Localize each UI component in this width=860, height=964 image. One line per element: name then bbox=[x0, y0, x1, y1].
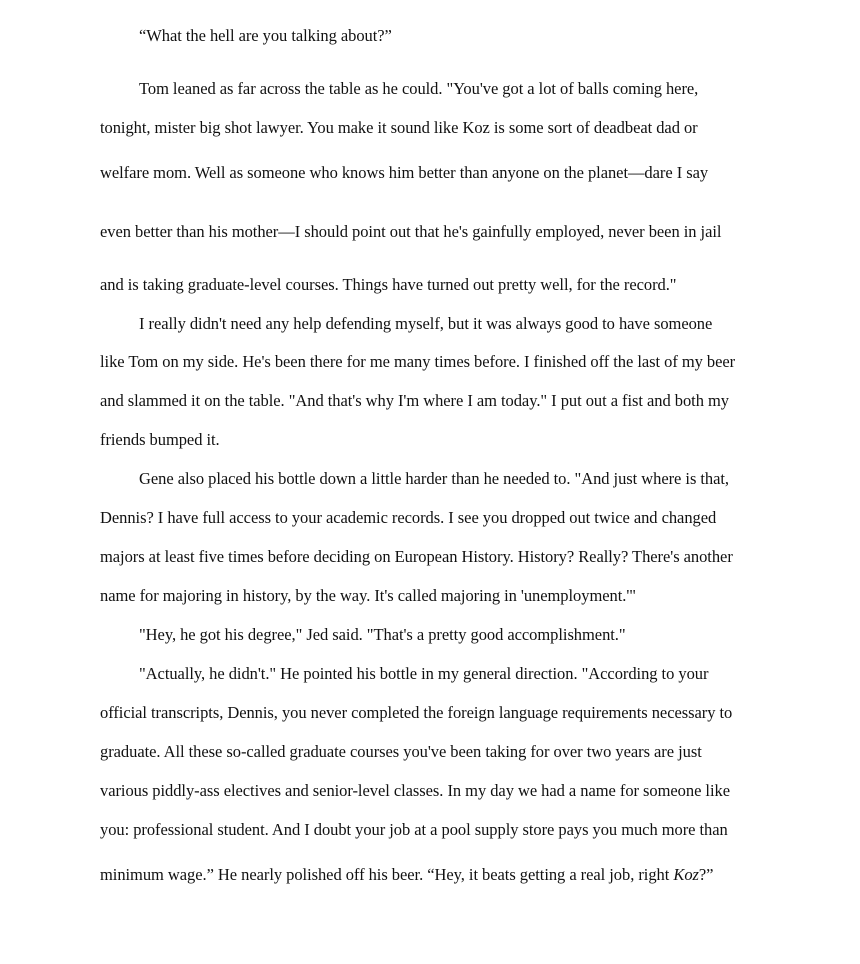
text-line-7: I really didn't need any help defending myself, but it was always good to have someone bbox=[139, 314, 713, 333]
text-line-5: even better than his mother—I should point out that he's gainfully employed, never been in jail bbox=[100, 222, 722, 241]
text-line-3: tonight, mister big shot lawyer. You make it sound like Koz is some sort of deadbeat dad or bbox=[100, 118, 698, 137]
text-line-4: welfare mom. Well as someone who knows him better than anyone on the planet—dare I say bbox=[100, 163, 709, 182]
text-line-21-end: ?” bbox=[698, 865, 714, 884]
text-line-8: like Tom on my side. He's been there for me many times before. I finished off the last of my beer bbox=[100, 352, 736, 371]
text-line-19: various piddly-ass electives and senior-level classes. In my day we had a name for someone like bbox=[100, 781, 730, 800]
text-line-16: "Actually, he didn't." He pointed his bottle in my general direction. "According to your bbox=[139, 664, 709, 683]
text-line-9: and slammed it on the table. "And that's why I'm where I am today." I put out a fist and both my bbox=[100, 391, 729, 410]
text-line-21-start: minimum wage.” He nearly polished off his beer. “Hey, it beats getting a real job, right bbox=[100, 865, 674, 884]
text-line-6: and is taking graduate-level courses. Things have turned out pretty well, for the record." bbox=[100, 275, 677, 294]
text-line-11: Gene also placed his bottle down a little harder than he needed to. "And just where is that, bbox=[139, 469, 730, 488]
text-line-15: "Hey, he got his degree," Jed said. "That's a pretty good accomplishment." bbox=[139, 625, 626, 644]
text-line-21 bbox=[100, 865, 713, 885]
text-line-2: Tom leaned as far across the table as he could. "You've got a lot of balls coming here, bbox=[139, 79, 699, 98]
text-line-1: “What the hell are you talking about?” bbox=[139, 26, 392, 45]
text-line-21-italic: Koz bbox=[673, 865, 699, 884]
text-line-20: you: professional student. And I doubt your job at a pool supply store pays you much more than bbox=[100, 820, 728, 839]
text-line-14: name for majoring in history, by the way. It's called majoring in 'unemployment.'" bbox=[100, 586, 636, 605]
text-line-13: majors at least five times before deciding on European History. History? Really? There's another bbox=[100, 547, 733, 566]
text-line-18: graduate. All these so-called graduate courses you've been taking for over two years are just bbox=[100, 742, 702, 761]
text-line-17: official transcripts, Dennis, you never completed the foreign language requirements necessary to bbox=[100, 703, 733, 722]
text-line-12: Dennis? I have full access to your academic records. I see you dropped out twice and changed bbox=[100, 508, 717, 527]
text-line-10: friends bumped it. bbox=[100, 430, 220, 449]
